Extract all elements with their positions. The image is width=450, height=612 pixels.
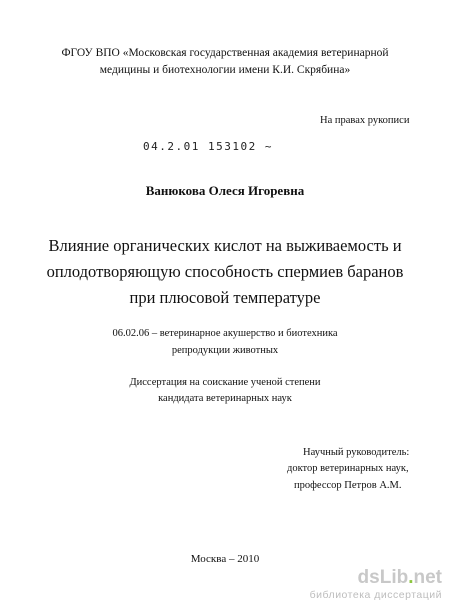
rights-note: На правах рукописи [320, 115, 410, 126]
supervisor-line-2: доктор ветеринарных наук, [287, 463, 409, 474]
specialty-line-1: 06.02.06 – ветеринарное акушерство и биотехника [112, 328, 338, 339]
title-line-2: оплодотворяющую способность спермиев баранов [46, 262, 404, 281]
supervisor-line-1: Научный руководитель: [303, 447, 410, 458]
watermark [310, 568, 442, 602]
registration-stamp: 04.2.01 153102 ~ [143, 140, 273, 153]
city-year: Москва – 2010 [190, 553, 260, 565]
author-name: Ванюкова Олеся Игоревна [145, 183, 305, 198]
title-line-1: Влияние органических кислот на выживаемость и [48, 236, 402, 255]
watermark-logo-main: dsLib [357, 567, 409, 588]
institution-line-1: ФГОУ ВПО «Московская государственная академия ветеринарной [61, 47, 389, 59]
dissertation-line-1: Диссертация на соискание ученой степени [129, 377, 321, 388]
watermark-logo-dot: . [408, 567, 414, 588]
watermark-logo [310, 568, 442, 588]
institution-line-2: медицины и биотехнологии имени К.И. Скрябина» [99, 64, 351, 76]
dissertation-line-2: кандидата ветеринарных наук [158, 393, 292, 404]
watermark-subtitle: библиотека диссертаций [309, 589, 442, 601]
title-line-3: при плюсовой температуре [129, 288, 321, 307]
watermark-logo-tld: net [413, 567, 442, 588]
supervisor-line-3: профессор Петров А.М. [294, 480, 402, 491]
specialty-line-2: репродукции животных [171, 345, 279, 356]
